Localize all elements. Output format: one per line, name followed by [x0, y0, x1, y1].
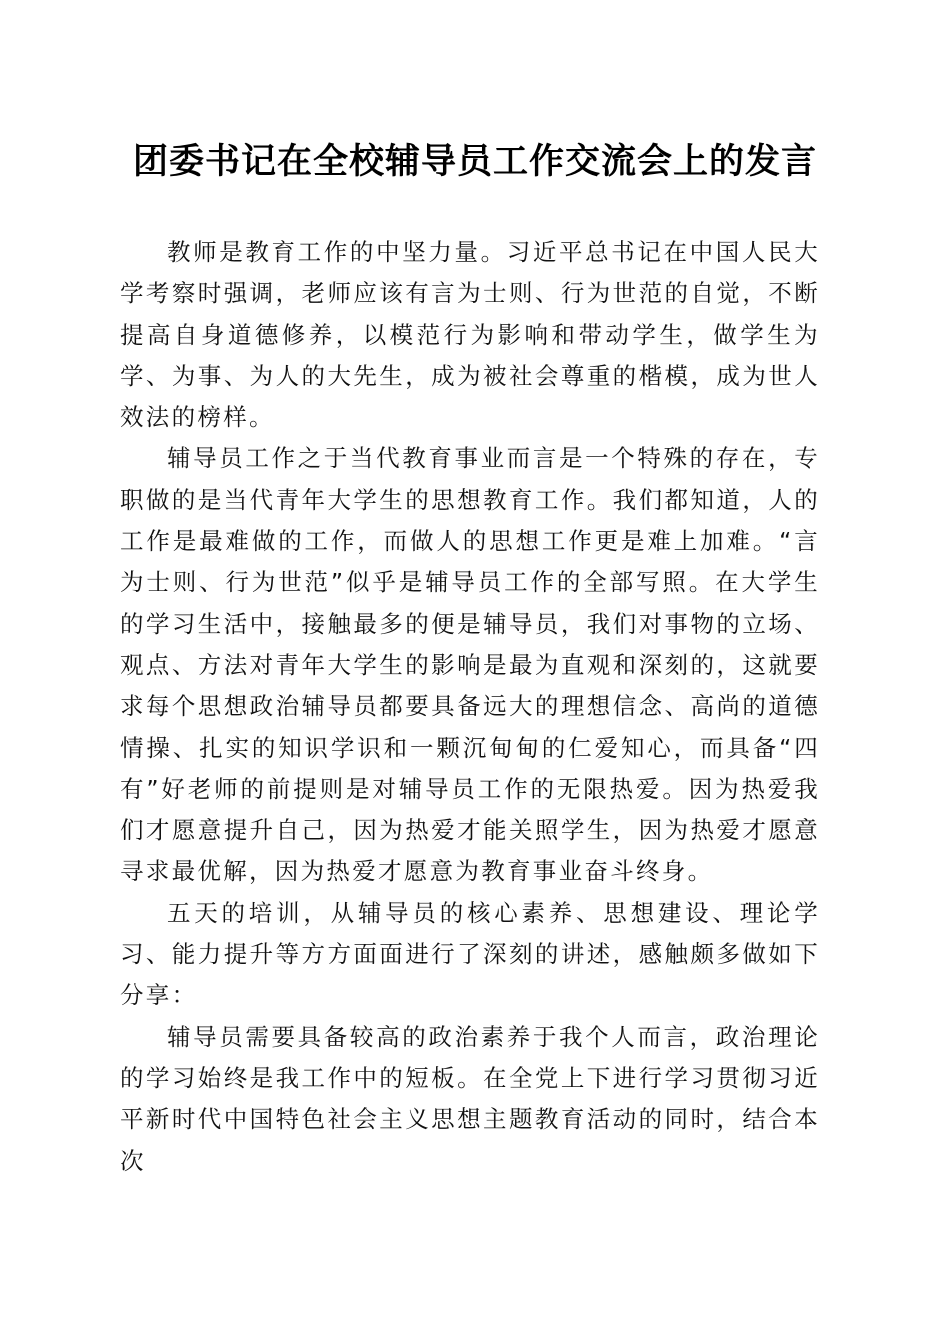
paragraph: 辅导员需要具备较高的政治素养于我个人而言，政治理论的学习始终是我工作中的短板。在全党上下进行学习贯彻习近平新时代中国特色社会主义思想主题教育活动的同时，结合本次 [120, 1022, 820, 1175]
paragraph: 五天的培训，从辅导员的核心素养、思想建设、理论学习、能力提升等方方面面进行了深刻的讲述，感触颇多做如下分享： [120, 898, 820, 1010]
document-body [120, 232, 820, 1182]
paragraph: 教师是教育工作的中坚力量。习近平总书记在中国人民大学考察时强调，老师应该有言为士则、行为世范的自觉，不断提高自身道德修养，以模范行为影响和带动学生，做学生为学、为事、为人的大先生，成为被社会尊重的楷模，成为世人效法的榜样。 [120, 238, 820, 432]
paragraph: 辅导员工作之于当代教育事业而言是一个特殊的存在，专职做的是当代青年大学生的思想教育工作。我们都知道，人的工作是最难做的工作，而做人的思想工作更是难上加难。“言为士则、行为世范”似乎是辅导员工作的全部写照。在大学生的学习生活中，接触最多的便是辅导员，我们对事物的立场、观点、方法对青年大学生的影响是最为直观和深刻的，这就要求每个思想政治辅导员都要具备远大的理想信念、高尚的道德情操、扎实的知识学识和一颗沉甸甸的仁爱知心，而具备“四有”好老师的前提则是对辅导员工作的无限热爱。因为热爱我们才愿意提升自己，因为热爱才能关照学生，因为热爱才愿意寻求最优解，因为热爱才愿意为教育事业奋斗终身。 [120, 444, 820, 886]
document-title: 团委书记在全校辅导员工作交流会上的发言 [132, 141, 817, 182]
